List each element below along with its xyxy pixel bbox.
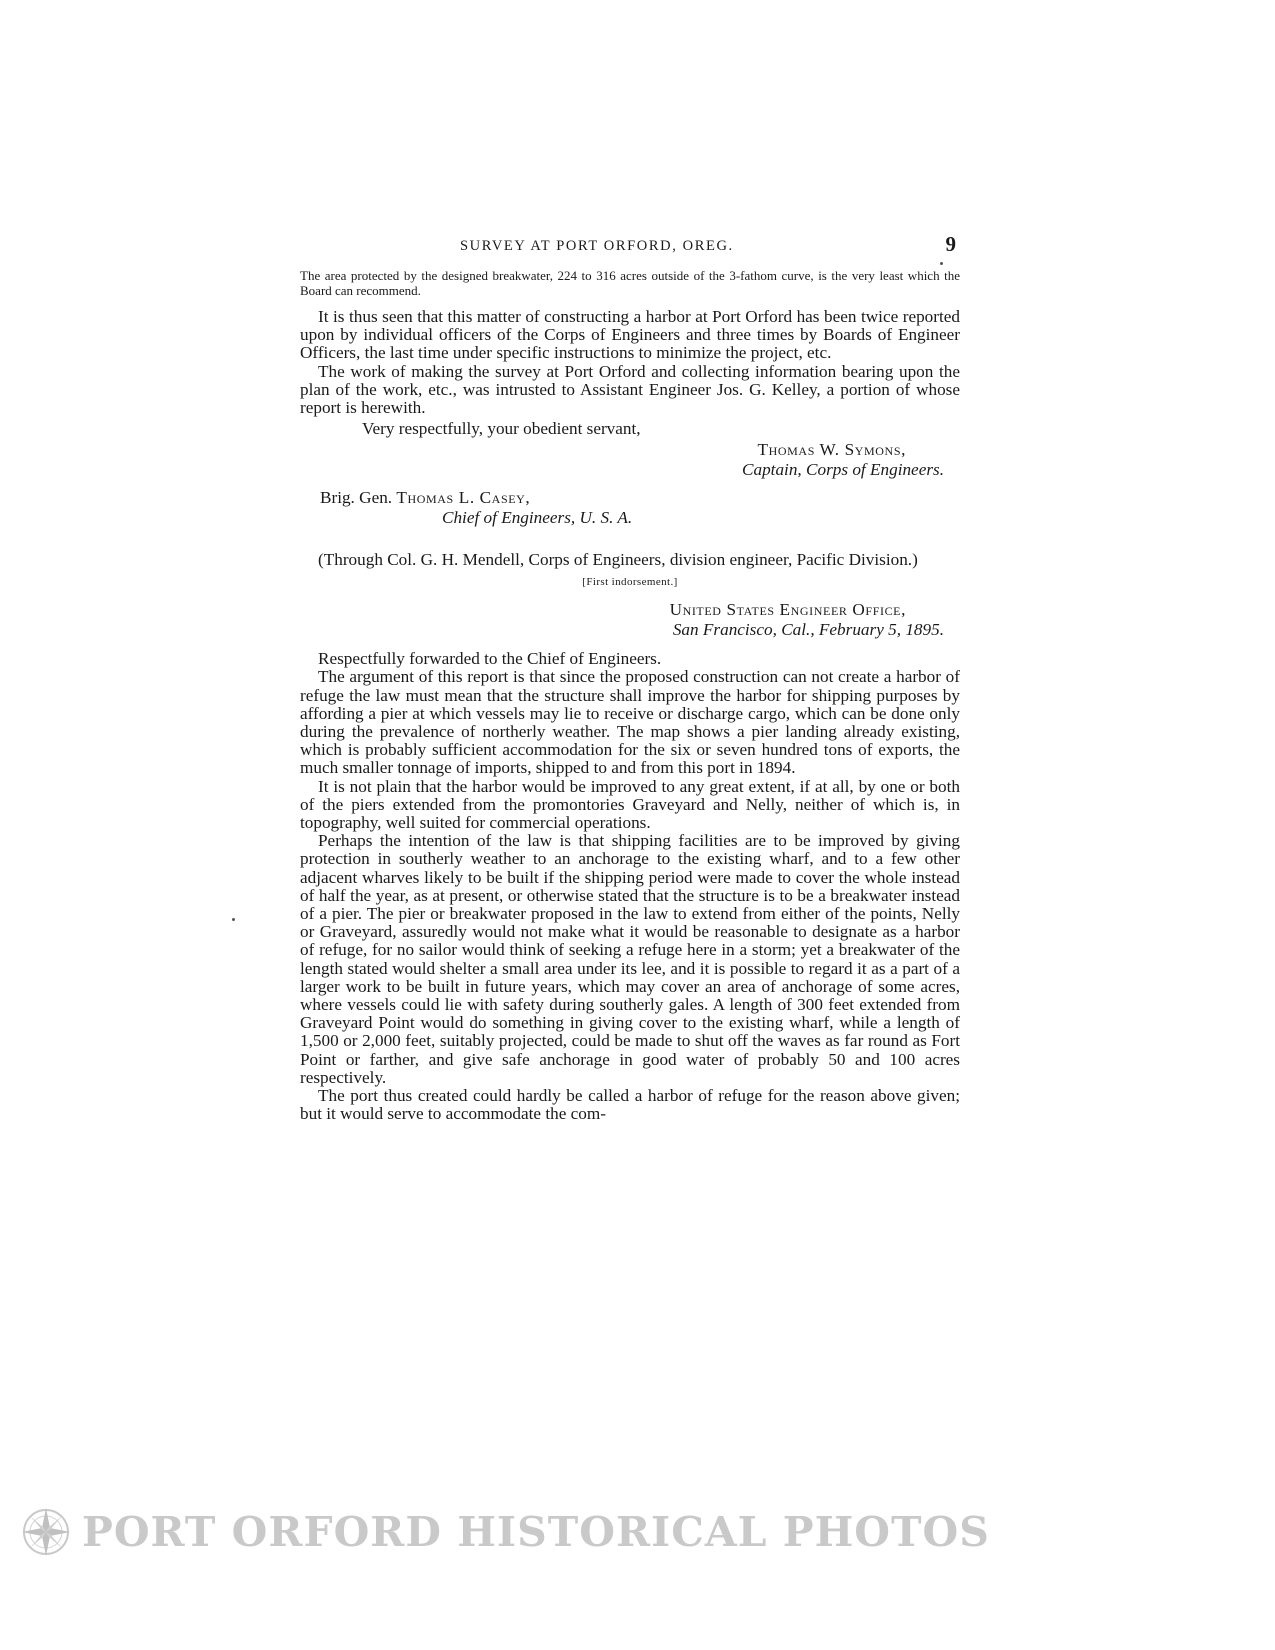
addressee-title: Chief of Engineers, U. S. A. (442, 508, 633, 528)
closing-line: Very respectfully, your obedient servant, (362, 419, 641, 439)
paragraph-survey-work: The work of making the survey at Port Orford and collecting information bearing upon the plan of the work, etc., was intrusted to Assistant Engineer Jos. G. Kelley, a portion of whose report is herewith. (300, 361, 960, 418)
page-header (300, 232, 960, 262)
office-place-date: San Francisco, Cal., February 5, 1895. (672, 620, 944, 640)
addressee-prefix: Brig. Gen. (320, 488, 397, 508)
board-note: The area protected by the designed breakwater, 224 to 316 acres outside of the 3-fathom curve, is the very least which the Board can recommend. (300, 268, 960, 298)
paragraph-harbor-reports: It is thus seen that this matter of constructing a harbor at Port Orford has been twice reported upon by individual officers of the Corps of Engineers and three times by Boards of Engineer Officers, the last time under specific instructions to minimize the project, etc. (300, 307, 960, 363)
through-line: (Through Col. G. H. Mendell, Corps of Engineers, division engineer, Pacific Division.) (318, 550, 918, 570)
office-name: United States Engineer Office, (669, 600, 906, 620)
addressee-line (320, 488, 960, 508)
indorsement-tag: [First indorsement.] (582, 576, 678, 589)
page-number: 9 (945, 232, 956, 256)
running-head: SURVEY AT PORT ORFORD, OREG. (460, 238, 734, 254)
watermark (20, 1502, 990, 1562)
paragraph-intention: Perhaps the intention of the law is that shipping facilities are to be improved by giving protection in southerly weather to an anchorage to the existing wharf, and to a few other adjacent wharves likely to be built if the shipping period were made to cover the whole instead of half the year, as at present, or otherwise stated that the structure is to be a breakwater instead of a pier. The pier or breakwater proposed in the law to extend from either of the points, Nelly or Graveyard, assuredly would not make what it would be reasonable to designate as a harbor of refuge, for no sailor would think of seeking a refuge here in a storm; yet a breakwater of the length stated would shelter a small area under its lee, and it is possible to regard it as a part of a larger work to be built in future years, which may cover an area of anchorage of some acres, where vessels could lie with safety during southerly gales. A length of 300 feet extended from Graveyard Point would do something in giving cover to the existing wharf, while a length of 1,500 or 2,000 feet, suitably projected, could be made to shut off the waves as far round as Fort Point or farther, and give safe anchorage in good water of probably 50 and 100 acres respectively. (300, 831, 960, 1087)
signature-block (300, 440, 944, 480)
watermark-text: PORT ORFORD HISTORICAL PHOTOS (82, 1508, 990, 1556)
paragraph-port-created: The port thus created could hardly be called a harbor of refuge for the reason above given; but it would serve to accommodate the com- (300, 1086, 960, 1124)
scan-speck (940, 262, 943, 265)
paragraph-forwarded: Respectfully forwarded to the Chief of Engineers. (318, 649, 662, 669)
addressee-block (320, 488, 960, 528)
signature-name: Thomas W. Symons, (757, 440, 906, 460)
addressee-name: Thomas L. Casey, (396, 488, 531, 508)
scan-speck (232, 918, 235, 921)
office-block (300, 600, 944, 640)
compass-rose-icon (20, 1506, 72, 1558)
paragraph-not-plain: It is not plain that the harbor would be improved to any great extent, if at all, by one or both of the piers extended from the promontories Graveyard and Nelly, neither of which is, in topography, well suited for commercial operations. (300, 776, 960, 833)
signature-title: Captain, Corps of Engineers. (742, 460, 944, 480)
document-page (300, 232, 960, 1124)
paragraph-argument: The argument of this report is that since the proposed construction can not create a harbor of refuge the law must mean that the structure shall improve the harbor for shipping purposes by affording a pier at which vessels may lie to receive or discharge cargo, which can be done only during the prevalence of northerly weather. The map shows a pier landing already existing, which is probably sufficient accommodation for the six or seven hundred tons of exports, the much smaller tonnage of imports, shipped to and from this port in 1894. (300, 667, 960, 778)
